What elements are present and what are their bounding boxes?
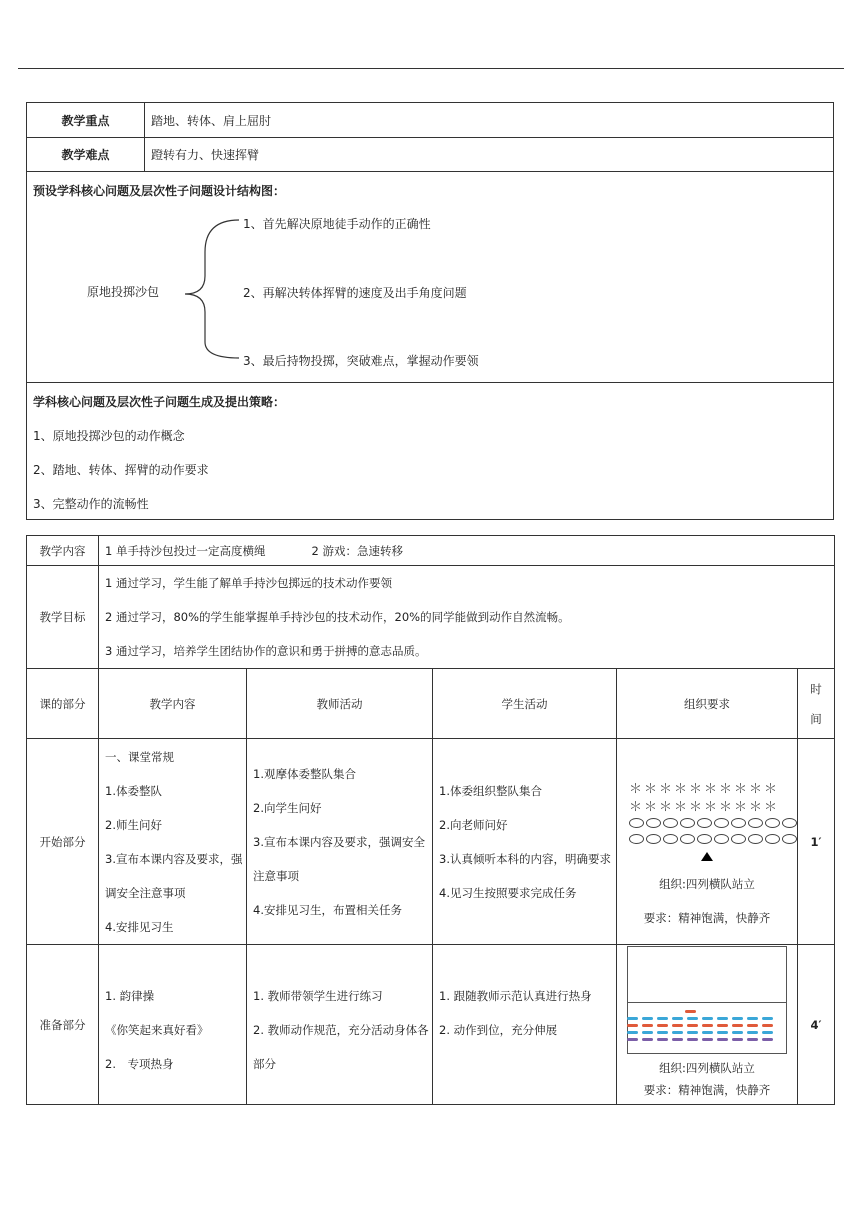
prep-content-1: 1. 韵律操 xyxy=(105,989,155,1003)
header-student: 学生活动 xyxy=(433,669,617,739)
formation-ovals-row-2 xyxy=(629,834,797,844)
header-content: 教学内容 xyxy=(99,669,247,739)
start-student-1: 1.体委组织整队集合 xyxy=(439,783,542,798)
prep-teacher-2: 2. 教师动作规范，充分活动身体各部分 xyxy=(253,1023,429,1071)
start-org-2: 要求：精神饱满，快静齐 xyxy=(643,910,771,925)
brace-diagram xyxy=(27,172,427,382)
header-rule xyxy=(18,68,844,69)
prep-content xyxy=(99,945,247,1105)
header-time xyxy=(798,669,835,739)
goals-label: 教学目标 xyxy=(27,566,99,669)
prep-org-1: 组织:四列横队站立 xyxy=(659,1060,755,1075)
structure-branch-1: 1、首先解决原地徒手动作的正确性 xyxy=(243,217,431,231)
focus-label: 教学重点 xyxy=(27,103,145,138)
difficulty-label: 教学难点 xyxy=(27,138,145,172)
formation-stars-row-2: ＊＊＊＊＊＊＊＊＊＊ xyxy=(629,799,780,815)
header-teacher: 教师活动 xyxy=(247,669,433,739)
structure-branch-2: 2、再解决转体挥臂的速度及出手角度问题 xyxy=(243,286,467,300)
start-student-4: 4.见习生按照要求完成任务 xyxy=(439,885,577,900)
header-org: 组织要求 xyxy=(617,669,798,739)
formation-stars-row-1: ＊＊＊＊＊＊＊＊＊＊ xyxy=(629,781,780,797)
start-org xyxy=(617,739,798,945)
start-org-1: 组织:四列横队站立 xyxy=(659,876,755,891)
structure-branch-3: 3、最后持物投掷，突破难点，掌握动作要领 xyxy=(243,354,479,368)
lesson-focus-table xyxy=(26,102,834,520)
start-content-4: 3.宣布本课内容及要求，强调安全注意事项 xyxy=(105,851,243,900)
start-teacher-2: 2.向学生问好 xyxy=(253,800,322,815)
start-content-2: 1.体委整队 xyxy=(105,783,162,798)
goal-item-1: 1 通过学习，学生能了解单手持沙包掷远的技术动作要领 xyxy=(105,576,392,590)
goal-item-3: 3 通过学习，培养学生团结协作的意识和勇于拼搏的意志品质。 xyxy=(105,644,427,658)
start-content-1: 一、课堂常规 xyxy=(105,749,174,764)
formation-ovals-row-1 xyxy=(629,818,797,828)
start-student-3: 3.认真倾听本科的内容，明确要求 xyxy=(439,851,611,866)
header-part: 课的部分 xyxy=(27,669,99,739)
content-label: 教学内容 xyxy=(27,536,99,566)
start-teacher xyxy=(247,739,433,945)
goals-cell xyxy=(99,566,835,669)
structure-cell xyxy=(27,172,834,383)
difficulty-value: 蹬转有力、快速挥臂 xyxy=(145,138,834,172)
header-time-1: 时 xyxy=(810,681,822,696)
prep-content-2: 《你笑起来真好看》 xyxy=(105,1023,209,1037)
prep-org-2: 要求：精神饱满，快静齐 xyxy=(643,1082,771,1097)
start-teacher-4: 4.安排见习生，布置相关任务 xyxy=(253,902,402,917)
start-time: 1′ xyxy=(798,739,835,945)
strategy-item-2: 2、踏地、转体、挥臂的动作要求 xyxy=(33,463,209,477)
formation-dots xyxy=(627,1010,773,1045)
start-content-3: 2.师生问好 xyxy=(105,817,162,832)
prep-student xyxy=(433,945,617,1105)
structure-title: 预设学科核心问题及层次性子问题设计结构图： xyxy=(33,184,286,198)
content-value: 1 单手持沙包投过一定高度横绳 2 游戏：急速转移 xyxy=(99,536,835,566)
start-teacher-1: 1.观摩体委整队集合 xyxy=(253,766,356,781)
lesson-plan-table xyxy=(26,535,835,1105)
prep-teacher-1: 1. 教师带领学生进行练习 xyxy=(253,989,383,1003)
prep-part: 准备部分 xyxy=(27,945,99,1105)
prep-time: 4′ xyxy=(798,945,835,1105)
header-time-2: 间 xyxy=(810,711,822,726)
prep-teacher xyxy=(247,945,433,1105)
start-student-2: 2.向老师问好 xyxy=(439,817,508,832)
start-part: 开始部分 xyxy=(27,739,99,945)
start-content xyxy=(99,739,247,945)
strategy-item-1: 1、原地投掷沙包的动作概念 xyxy=(33,429,185,443)
start-content-5: 4.安排见习生 xyxy=(105,919,174,934)
prep-student-1: 1. 跟随教师示范认真进行热身 xyxy=(439,989,592,1003)
strategy-cell xyxy=(27,383,834,520)
start-student xyxy=(433,739,617,945)
start-teacher-3: 3.宣布本课内容及要求，强调安全注意事项 xyxy=(253,834,425,883)
prep-org xyxy=(617,945,798,1105)
focus-value: 踏地、转体、肩上屈肘 xyxy=(145,103,834,138)
teacher-triangle-icon xyxy=(701,852,713,861)
strategy-item-3: 3、完整动作的流畅性 xyxy=(33,497,149,511)
prep-content-3: 2. 专项热身 xyxy=(105,1057,174,1071)
goal-item-2: 2 通过学习，80%的学生能掌握单手持沙包的技术动作，20%的同学能做到动作自然流畅。 xyxy=(105,610,570,624)
prep-student-2: 2. 动作到位，充分伸展 xyxy=(439,1023,558,1037)
structure-root: 原地投掷沙包 xyxy=(87,285,160,299)
strategy-title: 学科核心问题及层次性子问题生成及提出策略： xyxy=(33,395,286,409)
